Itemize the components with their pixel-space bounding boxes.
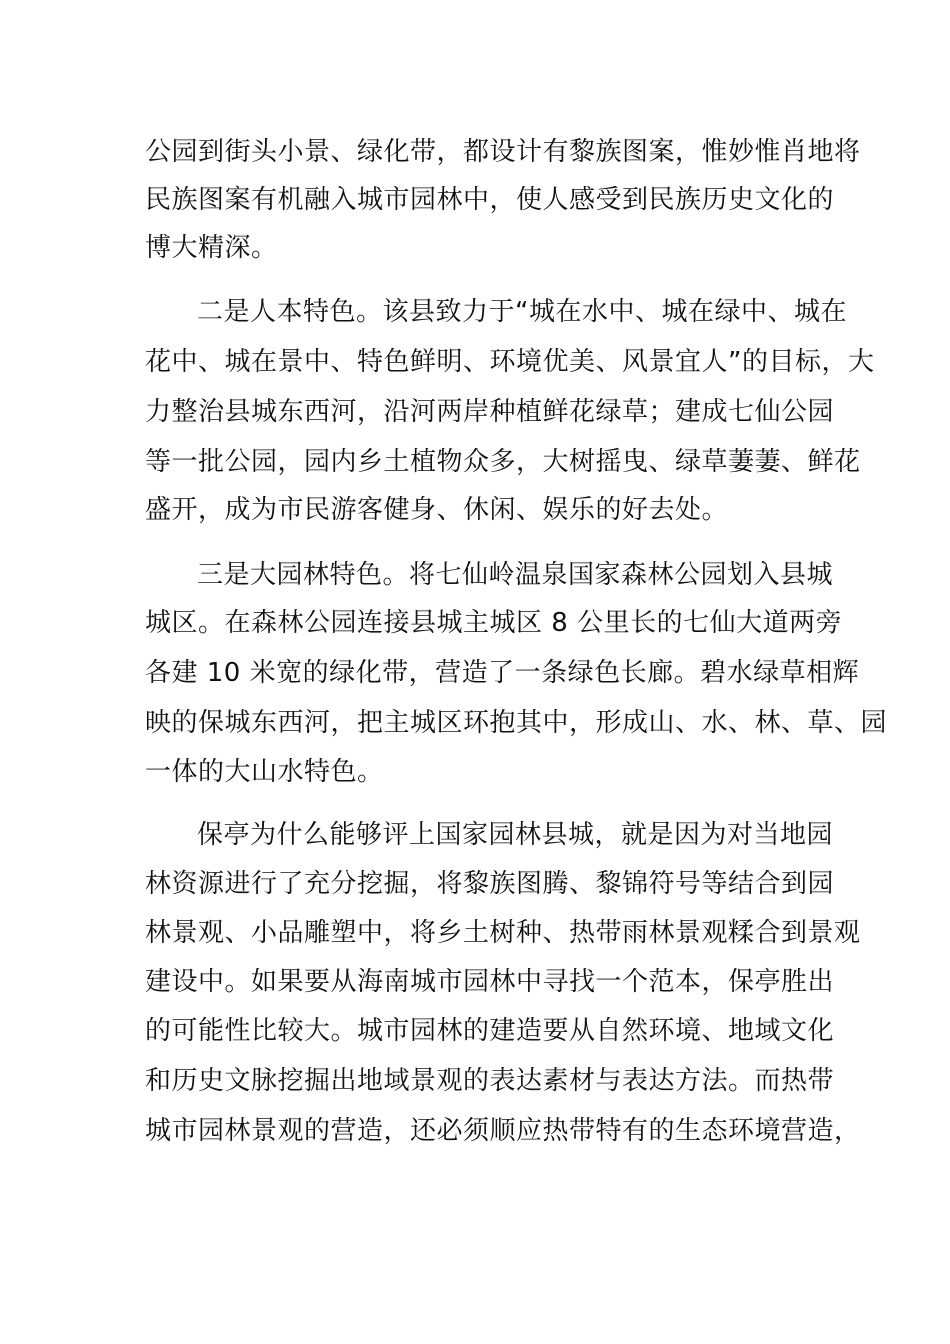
paragraph-4-line-7: 城市园林景观的营造，还必须顺应热带特有的生态环境营造， xyxy=(145,1116,861,1146)
paragraph-3-line-2: 城区。在森林公园连接县城主城区 8 公里长的七仙大道两旁 xyxy=(145,608,843,638)
paragraph-3-line-3: 各建 10 米宽的绿化带，营造了一条绿色长廊。碧水绿草相辉 xyxy=(145,658,860,688)
paragraph-2-line-3: 力整治县城东西河，沿河两岸种植鲜花绿草；建成七仙公园 xyxy=(145,397,835,427)
paragraph-1-line-1: 公园到街头小景、绿化带，都设计有黎族图案，惟妙惟肖地将 xyxy=(145,137,861,167)
paragraph-4-line-4: 建设中。如果要从海南城市园林中寻找一个范本，保亭胜出 xyxy=(145,967,835,997)
paragraph-4-line-6: 和历史文脉挖掘出地域景观的表达素材与表达方法。而热带 xyxy=(145,1066,835,1096)
paragraph-4-line-3: 林景观、小品雕塑中，将乡土树种、热带雨林景观糅合到景观 xyxy=(145,918,861,948)
paragraph-1-line-3: 博大精深。 xyxy=(145,233,278,263)
paragraph-4-line-2: 林资源进行了充分挖掘，将黎族图腾、黎锦符号等结合到园 xyxy=(145,869,835,899)
paragraph-3-line-4: 映的保城东西河，把主城区环抱其中，形成山、水、林、草、园 xyxy=(145,708,888,738)
paragraph-3-line-1: 三是大园林特色。将七仙岭温泉国家森林公园划入县城 xyxy=(197,560,834,590)
paragraph-2-line-2: 花中、城在景中、特色鲜明、环境优美、风景宜人”的目标，大 xyxy=(145,347,875,377)
paragraph-4-line-1: 保亭为什么能够评上国家园林县城，就是因为对当地园 xyxy=(197,820,834,850)
paragraph-3-line-5: 一体的大山水特色。 xyxy=(145,757,384,787)
paragraph-2-line-4: 等一批公园，园内乡土植物众多，大树摇曳、绿草萋萋、鲜花 xyxy=(145,447,861,477)
paragraph-1-line-2: 民族图案有机融入城市园林中，使人感受到民族历史文化的 xyxy=(145,185,835,215)
paragraph-4-line-5: 的可能性比较大。城市园林的建造要从自然环境、地域文化 xyxy=(145,1016,835,1046)
paragraph-2-line-1: 二是人本特色。该县致力于“城在水中、城在绿中、城在 xyxy=(197,297,847,327)
paragraph-2-line-5: 盛开，成为市民游客健身、休闲、娱乐的好去处。 xyxy=(145,495,729,525)
